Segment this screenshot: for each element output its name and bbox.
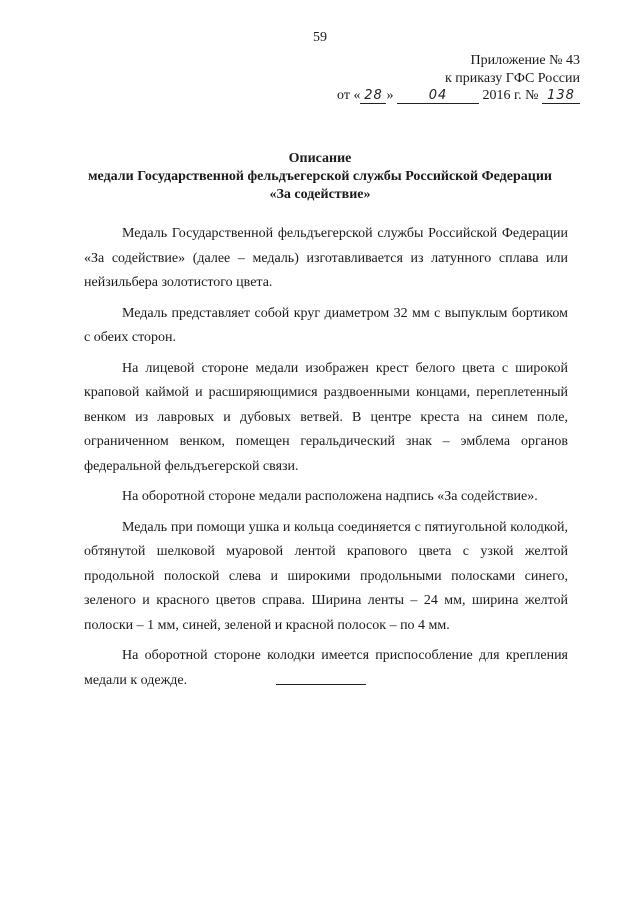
document-body	[84, 222, 568, 699]
date-prefix: от «	[337, 88, 361, 103]
date-year: 2016 г. №	[482, 88, 539, 103]
date-month-handwritten: 04	[397, 88, 479, 104]
paragraph-reverse: На оборотной стороне медали расположена надпись «За содействие».	[122, 489, 538, 504]
title-heading: Описание	[288, 151, 352, 166]
order-number-handwritten: 138	[542, 88, 580, 104]
paragraph-obverse: На лицевой стороне медали изображен крест белого цвета с широкой краповой каймой и расширяющимися раздвоенными концами, переплетенный венком из лавровых и дубовых ветвей. В центре креста на синем поле, ограниченном венком, помещен геральдический знак – эмблема органов федеральной фельдъегерской связи.	[84, 360, 568, 474]
appendix-order-reference: к приказу ГФС России	[444, 70, 580, 86]
date-quote-close: »	[386, 88, 394, 103]
appendix-header	[300, 52, 580, 105]
title-subject: медали Государственной фельдъегерской службы Российской Федерации	[88, 169, 552, 184]
paragraph-ribbon: Медаль при помощи ушка и кольца соединяется с пятиугольной колодкой, обтянутой шелковой муаровой лентой крапового цвета с узкой желтой продольной полоской слева и широкими продольными полосками синего, зеленого и красного цветов справа. Ширина ленты – 24 мм, ширина желтой полоски – 1 мм, синей, зеленой и красной полосок – по 4 мм.	[84, 519, 568, 633]
paragraph-attachment: На оборотной стороне колодки имеется приспособление для крепления медали к одежде.	[84, 648, 568, 688]
title-medal-name: «За содействие»	[269, 187, 371, 202]
document-title	[0, 150, 640, 204]
paragraph-material: Медаль Государственной фельдъегерской службы Российской Федерации «За содействие» (далее – медаль) изготавливается из латунного сплава или нейзильбера золотистого цвета.	[84, 226, 568, 290]
appendix-date-line	[300, 87, 580, 105]
paragraph-shape: Медаль представляет собой круг диаметром 32 мм с выпуклым бортиком с обеих сторон.	[84, 305, 568, 345]
appendix-number: Приложение № 43	[470, 53, 580, 68]
date-day-handwritten: 28	[360, 88, 386, 104]
end-divider	[276, 684, 366, 685]
page-number: 59	[313, 30, 327, 45]
